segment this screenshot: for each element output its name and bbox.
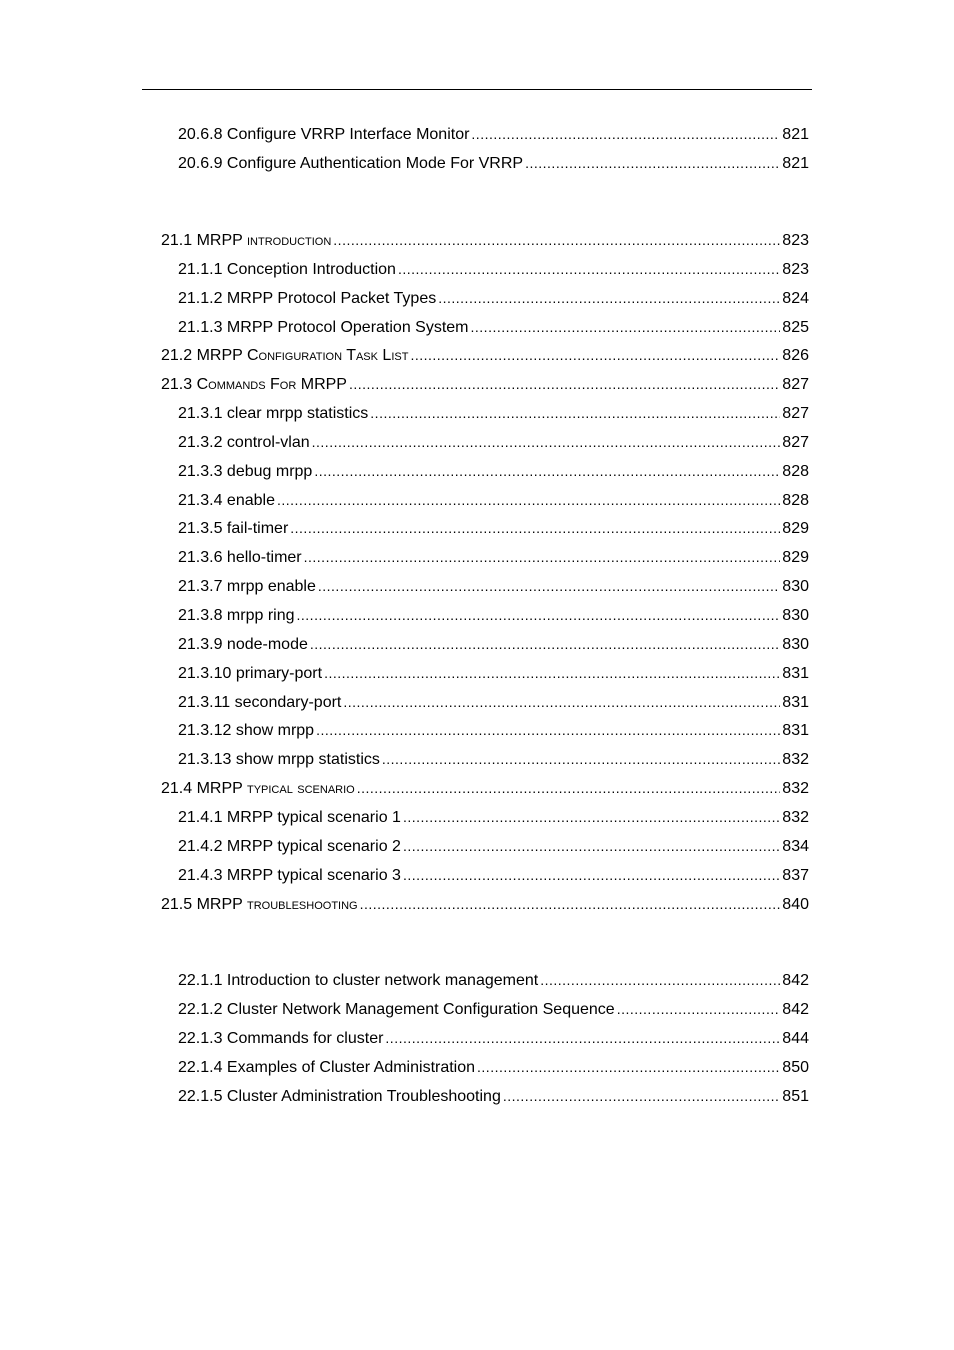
- toc-page-number: 821: [782, 126, 809, 143]
- dot-leader: [314, 460, 780, 482]
- dot-leader: [304, 546, 781, 568]
- toc-entry[interactable]: [178, 691, 809, 713]
- toc-page-number: 832: [782, 751, 809, 768]
- toc-entry-title: 22.1.2 Cluster Network Management Configuration Sequence: [178, 1001, 615, 1018]
- dot-leader: [403, 806, 780, 828]
- toc-page-number: 831: [782, 722, 809, 739]
- dot-leader: [471, 316, 781, 338]
- toc-entry[interactable]: [178, 748, 809, 770]
- dot-leader: [349, 373, 780, 395]
- toc-page-number: 832: [782, 809, 809, 826]
- toc-section-entry[interactable]: [161, 373, 809, 395]
- toc-entry-title: 21.4.2 MRPP typical scenario 2: [178, 838, 401, 855]
- toc-entry[interactable]: [178, 575, 809, 597]
- toc-page-number: 826: [782, 347, 809, 364]
- toc-entry-title: 21.1 MRPP introduction: [161, 232, 332, 249]
- dot-leader: [324, 662, 780, 684]
- dot-leader: [410, 344, 780, 366]
- toc-entry[interactable]: [178, 489, 809, 511]
- toc-entry[interactable]: [178, 402, 809, 424]
- toc-page-number: 837: [782, 867, 809, 884]
- toc-entry-title: 21.1.3 MRPP Protocol Operation System: [178, 319, 469, 336]
- toc-entry[interactable]: [178, 969, 809, 991]
- toc-entry-title: 21.3.5 fail-timer: [178, 520, 289, 537]
- toc-entry[interactable]: [178, 152, 809, 174]
- toc-entry-title: 20.6.8 Configure VRRP Interface Monitor: [178, 126, 470, 143]
- dot-leader: [333, 229, 780, 251]
- toc-entry[interactable]: [178, 1085, 809, 1107]
- dot-leader: [290, 517, 780, 539]
- toc-entry-title: 21.3.8 mrpp ring: [178, 607, 295, 624]
- toc-page-number: 828: [782, 463, 809, 480]
- toc-entry-title: 21.3.10 primary-port: [178, 665, 323, 682]
- toc-page-number: 821: [782, 155, 809, 172]
- toc-page-number: 827: [782, 434, 809, 451]
- toc-section-entry[interactable]: [161, 344, 809, 366]
- toc-entry[interactable]: [178, 662, 809, 684]
- dot-leader: [438, 287, 780, 309]
- toc-page-number: 830: [782, 607, 809, 624]
- toc-entry[interactable]: [178, 287, 809, 309]
- toc-page-number: 832: [782, 780, 809, 797]
- toc-page-number: 823: [782, 261, 809, 278]
- toc-page-number: 825: [782, 319, 809, 336]
- toc-page-number: 827: [782, 376, 809, 393]
- toc-entry-title: 20.6.9 Configure Authentication Mode For VRRP: [178, 155, 524, 172]
- toc-entry[interactable]: [178, 546, 809, 568]
- toc-section-entry[interactable]: [161, 777, 809, 799]
- toc-page-number: 842: [782, 972, 809, 989]
- toc-entry-title: 22.1.1 Introduction to cluster network management: [178, 972, 539, 989]
- toc-page-number: 827: [782, 405, 809, 422]
- toc-entry[interactable]: [178, 123, 809, 145]
- toc-entry-title: 21.3.4 enable: [178, 492, 275, 509]
- toc-page-number: 840: [782, 896, 809, 913]
- toc-entry-title: 21.3.7 mrpp enable: [178, 578, 316, 595]
- toc-entry[interactable]: [178, 835, 809, 857]
- dot-leader: [403, 864, 780, 886]
- dot-leader: [360, 893, 781, 915]
- toc-page-number: 828: [782, 492, 809, 509]
- toc-entry-title: 21.3.12 show mrpp: [178, 722, 315, 739]
- toc-entry-title: 22.1.4 Examples of Cluster Administration: [178, 1059, 476, 1076]
- dot-leader: [385, 1027, 780, 1049]
- toc-entry-title: 21.4 MRPP typical scenario: [161, 780, 355, 797]
- dot-leader: [297, 604, 781, 626]
- toc-entry-title: 21.3.1 clear mrpp statistics: [178, 405, 369, 422]
- dot-leader: [525, 152, 780, 174]
- dot-leader: [398, 258, 780, 280]
- dot-leader: [312, 431, 781, 453]
- toc-entry[interactable]: [178, 806, 809, 828]
- dot-leader: [310, 633, 780, 655]
- toc-page-number: 824: [782, 290, 809, 307]
- dot-leader: [503, 1085, 780, 1107]
- toc-entry-title: 21.3.9 node-mode: [178, 636, 308, 653]
- dot-leader: [617, 998, 781, 1020]
- toc-section-entry[interactable]: [161, 893, 809, 915]
- toc-entry[interactable]: [178, 998, 809, 1020]
- toc-entry-title: 21.3.6 hello-timer: [178, 549, 302, 566]
- toc-page-number: 830: [782, 636, 809, 653]
- toc-entry-title: 21.1.2 MRPP Protocol Packet Types: [178, 290, 437, 307]
- toc-page-number: 851: [782, 1088, 809, 1105]
- toc-page-number: 823: [782, 232, 809, 249]
- toc-entry-title: 22.1.5 Cluster Administration Troubleshooting: [178, 1088, 501, 1105]
- toc-entry[interactable]: [178, 258, 809, 280]
- toc-page-number: 842: [782, 1001, 809, 1018]
- toc-entry-title: 21.3.13 show mrpp statistics: [178, 751, 380, 768]
- dot-leader: [382, 748, 780, 770]
- toc-page-number: 831: [782, 665, 809, 682]
- toc-entry[interactable]: [178, 864, 809, 886]
- toc-page-number: 834: [782, 838, 809, 855]
- toc-entry-title: 21.1.1 Conception Introduction: [178, 261, 396, 278]
- dot-leader: [403, 835, 780, 857]
- dot-leader: [277, 489, 780, 511]
- toc-entry[interactable]: [178, 604, 809, 626]
- toc-entry[interactable]: [178, 431, 809, 453]
- toc-entry-title: 21.3 Commands For MRPP: [161, 376, 347, 393]
- toc-entry[interactable]: [178, 1056, 809, 1078]
- toc-entry[interactable]: [178, 517, 809, 539]
- dot-leader: [357, 777, 781, 799]
- header-rule: [142, 89, 812, 90]
- toc-entry-title: 22.1.3 Commands for cluster: [178, 1030, 384, 1047]
- toc-entry[interactable]: [178, 1027, 809, 1049]
- toc-entry-title: 21.2 MRPP Configuration Task List: [161, 347, 409, 364]
- toc-entry[interactable]: [178, 633, 809, 655]
- dot-leader: [471, 123, 780, 145]
- toc-page-number: 850: [782, 1059, 809, 1076]
- toc-page-number: 829: [782, 520, 809, 537]
- toc-page-number: 844: [782, 1030, 809, 1047]
- toc-entry-title: 21.4.1 MRPP typical scenario 1: [178, 809, 401, 826]
- toc-entry-title: 21.3.2 control-vlan: [178, 434, 310, 451]
- toc-entry-title: 21.3.11 secondary-port: [178, 694, 342, 711]
- toc-page-number: 829: [782, 549, 809, 566]
- dot-leader: [343, 691, 780, 713]
- dot-leader: [318, 575, 780, 597]
- dot-leader: [477, 1056, 780, 1078]
- toc-section-entry[interactable]: [161, 229, 809, 251]
- toc-entry-title: 21.3.3 debug mrpp: [178, 463, 313, 480]
- dot-leader: [370, 402, 780, 424]
- toc-entry-title: 21.4.3 MRPP typical scenario 3: [178, 867, 401, 884]
- dot-leader: [540, 969, 780, 991]
- toc-page-number: 831: [782, 694, 809, 711]
- toc-entry[interactable]: [178, 719, 809, 741]
- dot-leader: [316, 719, 780, 741]
- toc-entry[interactable]: [178, 316, 809, 338]
- toc-entry[interactable]: [178, 460, 809, 482]
- toc-page-number: 830: [782, 578, 809, 595]
- toc-entry-title: 21.5 MRPP troubleshooting: [161, 896, 358, 913]
